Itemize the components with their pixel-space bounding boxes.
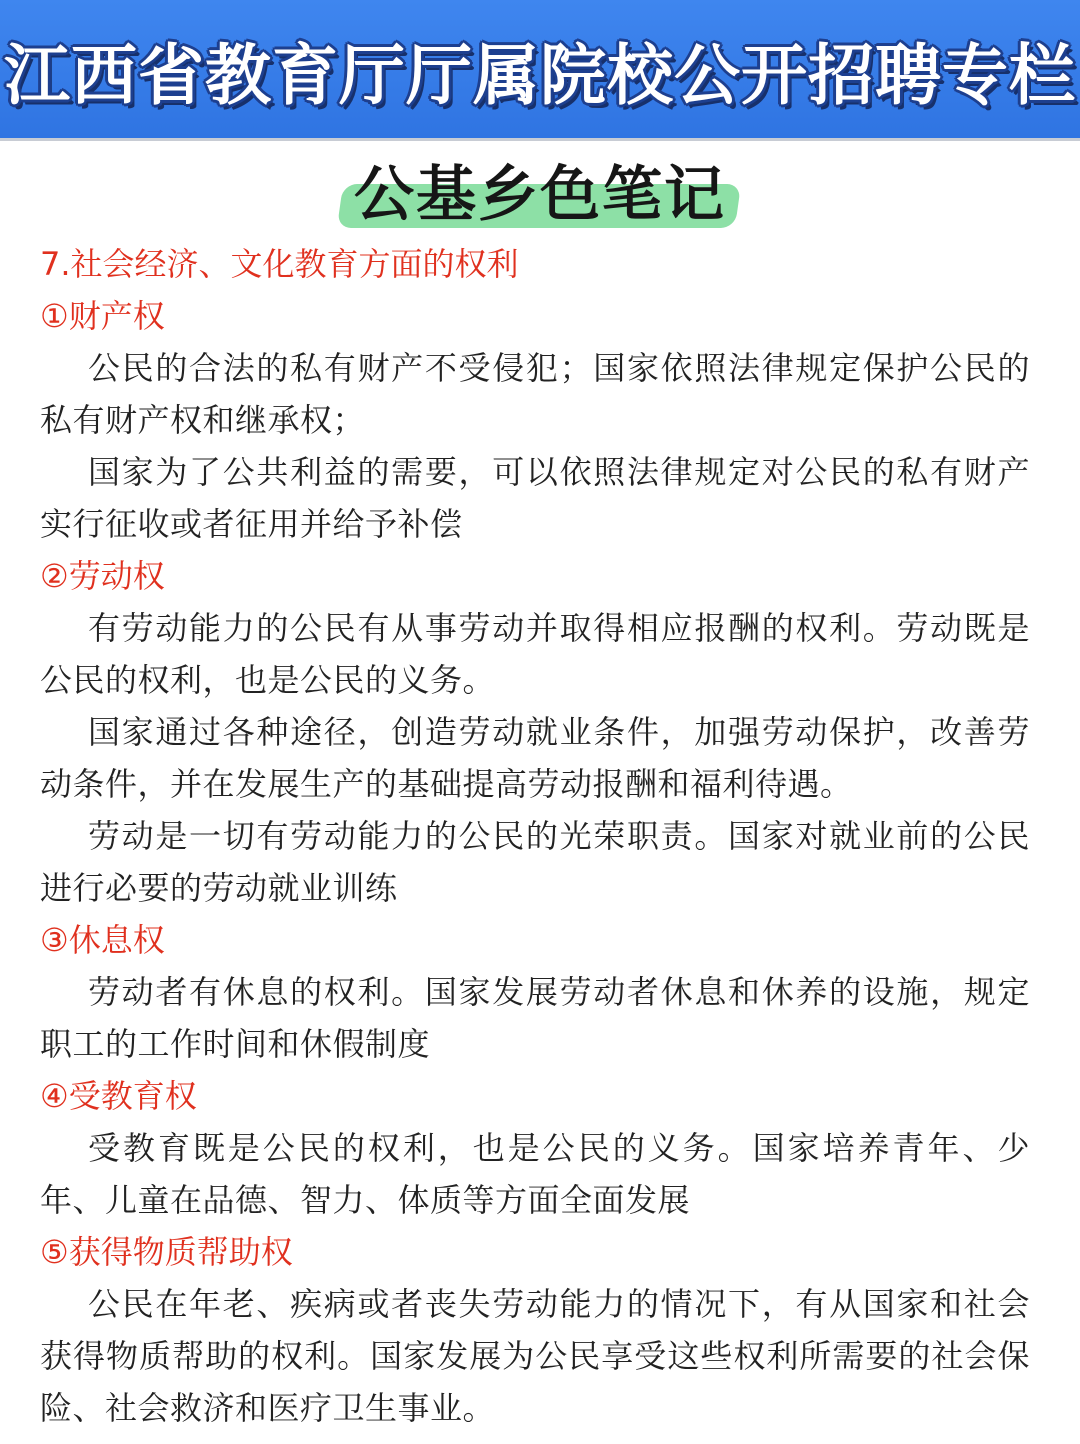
item-heading-labor-right: ②劳动权 bbox=[40, 557, 165, 595]
title-banner bbox=[0, 0, 1080, 138]
paragraph: 劳动是一切有劳动能力的公民的光荣职责。国家对就业前的公民进行必要的劳动就业训练 bbox=[40, 817, 1030, 907]
paragraph: 劳动者有休息的权利。国家发展劳动者休息和休养的设施，规定职工的工作时间和休假制度 bbox=[40, 973, 1030, 1063]
section-title: 7.社会经济、文化教育方面的权利 bbox=[40, 245, 519, 283]
notes-content bbox=[40, 238, 1030, 1434]
item-heading-material-assistance-right: ⑤获得物质帮助权 bbox=[40, 1233, 293, 1271]
banner-title: 江西省教育厅厅属院校公开招聘专栏 bbox=[4, 36, 1076, 114]
paragraph: 公民的合法的私有财产不受侵犯；国家依照法律规定保护公民的私有财产权和继承权； bbox=[40, 349, 1030, 439]
paragraph: 国家通过各种途径，创造劳动就业条件，加强劳动保护，改善劳动条件，并在发展生产的基础提高劳动报酬和福利待遇。 bbox=[40, 713, 1030, 803]
item-heading-rest-right: ③休息权 bbox=[40, 921, 165, 959]
paragraph: 有劳动能力的公民有从事劳动并取得相应报酬的权利。劳动既是公民的权利，也是公民的义务。 bbox=[40, 609, 1030, 699]
paragraph: 国家为了公共利益的需要，可以依照法律规定对公民的私有财产实行征收或者征用并给予补偿 bbox=[40, 453, 1030, 543]
item-heading-property-right: ①财产权 bbox=[40, 297, 165, 335]
subtitle-area bbox=[0, 150, 1080, 230]
subtitle: 公基乡色笔记 bbox=[354, 160, 726, 230]
paragraph: 公民在年老、疾病或者丧失劳动能力的情况下，有从国家和社会获得物质帮助的权利。国家发展为公民享受这些权利所需要的社会保险、社会救济和医疗卫生事业。 bbox=[40, 1285, 1030, 1427]
paragraph: 受教育既是公民的权利，也是公民的义务。国家培养青年、少年、儿童在品德、智力、体质等方面全面发展 bbox=[40, 1129, 1030, 1219]
item-heading-education-right: ④受教育权 bbox=[40, 1077, 197, 1115]
